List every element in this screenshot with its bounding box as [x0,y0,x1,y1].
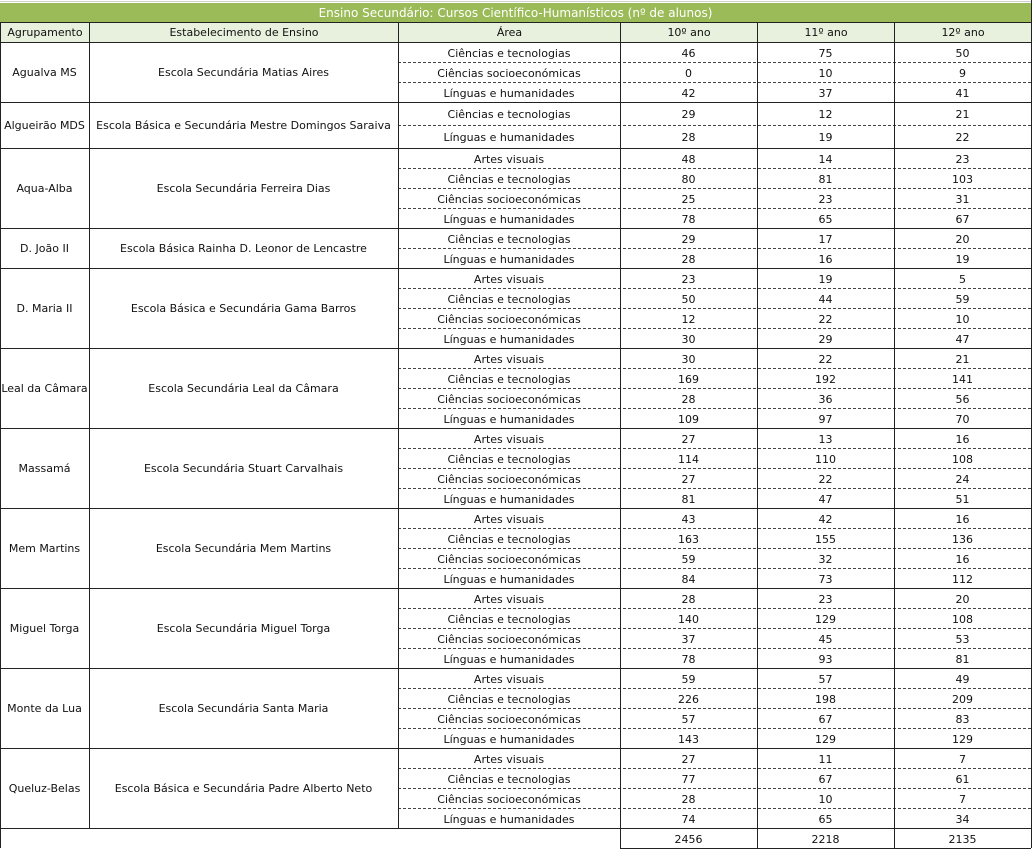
area-cell: Línguas e humanidades [443,732,575,746]
value-cell-12: 83 [955,712,970,726]
value-cell-10: 143 [678,732,699,746]
area-cell: Línguas e humanidades [443,812,575,826]
area-cell: Artes visuais [473,272,545,286]
value-cell-12: 22 [955,131,970,144]
escola-cell: Escola Secundária Stuart Carvalhais [143,461,344,475]
value-cell-10: 23 [681,272,696,286]
value-cell-10: 77 [681,772,696,786]
value-cell-11: 10 [818,66,833,80]
agrupamento-cell: Queluz-Belas [8,781,81,795]
value-cell-12: 16 [955,552,970,566]
value-cell-10: 27 [681,752,696,766]
escola-cell: Escola Secundária Matias Aires [158,65,329,79]
area-cell: Ciências e tecnologias [447,532,571,546]
grid-line [0,42,1031,43]
escola-cell: Escola Secundária Santa Maria [158,701,329,715]
value-cell-12: 31 [955,192,970,206]
value-cell-11: 198 [815,692,836,706]
value-cell-11: 22 [818,352,833,366]
value-cell-10: 28 [681,792,696,806]
value-cell-10: 28 [681,592,696,606]
area-cell: Artes visuais [473,672,545,686]
value-cell-12: 9 [959,66,966,80]
area-cell: Ciências e tecnologias [447,452,571,466]
value-cell-10: 25 [681,192,696,206]
value-cell-12: 20 [955,592,970,606]
area-cell: Línguas e humanidades [443,332,575,346]
area-cell: Ciências socioeconómicas [437,392,581,406]
escola-cell: Escola Básica e Secundária Padre Alberto Neto [114,781,373,795]
value-cell-12: 70 [955,412,970,426]
value-cell-11: 37 [818,86,833,100]
area-cell: Artes visuais [473,152,545,166]
value-cell-12: 16 [955,432,970,446]
escola-cell: Escola Secundária Leal da Câmara [148,381,339,395]
area-cell: Ciências socioeconómicas [437,66,581,80]
escola-cell: Escola Secundária Miguel Torga [156,621,331,635]
value-cell-12: 34 [955,812,970,826]
value-cell-12: 56 [955,392,970,406]
value-cell-12: 51 [955,492,970,506]
value-cell-10: 30 [681,332,696,346]
value-cell-10: 57 [681,712,696,726]
value-cell-11: 67 [818,712,833,726]
value-cell-11: 65 [818,812,833,826]
value-cell-10: 59 [681,552,696,566]
area-cell: Artes visuais [473,432,545,446]
area-cell: Ciências e tecnologias [447,232,571,246]
value-cell-11: 19 [818,131,833,144]
value-cell-10: 84 [681,572,696,586]
value-cell-11: 23 [818,192,833,206]
escola-cell: Escola Básica Rainha D. Leonor de Lencastre [120,241,367,255]
value-cell-11: 75 [818,46,833,60]
value-cell-11: 192 [815,372,836,386]
value-cell-11: 32 [818,552,833,566]
area-cell: Ciências socioeconómicas [437,632,581,646]
value-cell-11: 93 [818,652,833,666]
value-cell-12: 21 [955,108,970,121]
total-cell: 2456 [674,832,703,846]
agrupamento-cell: D. Maria II [16,301,73,315]
value-cell-12: 129 [952,732,973,746]
value-cell-11: 11 [818,752,833,766]
grid-line [894,22,895,828]
value-cell-10: 226 [678,692,699,706]
grid-line [620,828,621,848]
value-cell-12: 23 [955,152,970,166]
area-cell: Artes visuais [473,352,545,366]
value-cell-11: 17 [818,232,833,246]
value-cell-10: 50 [681,292,696,306]
header-estabelecimento: Estabelecimento de Ensino [90,22,398,42]
value-cell-10: 80 [681,172,696,186]
value-cell-10: 29 [681,108,696,121]
value-cell-12: 10 [955,312,970,326]
value-cell-12: 19 [955,252,970,266]
value-cell-12: 61 [955,772,970,786]
value-cell-10: 27 [681,432,696,446]
value-cell-10: 74 [681,812,696,826]
value-cell-10: 12 [681,312,696,326]
header-12-ano: 12º ano [895,22,1031,42]
value-cell-10: 43 [681,512,696,526]
grid-line [89,22,90,828]
value-cell-11: 73 [818,572,833,586]
value-cell-12: 41 [955,86,970,100]
header-area: Área [399,22,620,42]
area-cell: Ciências e tecnologias [447,172,571,186]
value-cell-11: 81 [818,172,833,186]
escola-cell: Escola Secundária Mem Martins [155,541,332,555]
grid-line [398,22,399,828]
escola-cell: Escola Básica e Secundária Mestre Domingos Saraiva [96,118,391,132]
value-cell-12: 112 [952,572,973,586]
area-cell: Línguas e humanidades [443,412,575,426]
value-cell-12: 7 [959,752,966,766]
value-cell-11: 29 [818,332,833,346]
value-cell-11: 12 [818,108,833,121]
value-cell-11: 110 [815,452,836,466]
value-cell-10: 109 [678,412,699,426]
area-cell: Ciências e tecnologias [447,372,571,386]
area-cell: Ciências socioeconómicas [437,472,581,486]
area-cell: Ciências e tecnologias [447,108,571,121]
value-cell-12: 20 [955,232,970,246]
value-cell-10: 28 [681,131,696,144]
area-cell: Línguas e humanidades [443,86,575,100]
value-cell-12: 7 [959,792,966,806]
value-cell-10: 30 [681,352,696,366]
value-cell-12: 108 [952,612,973,626]
area-cell: Ciências e tecnologias [447,46,571,60]
grid-line [0,22,1031,23]
area-cell: Ciências e tecnologias [447,772,571,786]
value-cell-10: 29 [681,232,696,246]
value-cell-12: 136 [952,532,973,546]
grid-line [620,22,621,828]
area-cell: Artes visuais [473,512,545,526]
agrupamento-cell: Leal da Câmara [1,381,88,395]
value-cell-10: 27 [681,472,696,486]
value-cell-12: 49 [955,672,970,686]
total-cell: 2218 [811,832,840,846]
value-cell-10: 46 [681,46,696,60]
area-cell: Artes visuais [473,752,545,766]
value-cell-12: 47 [955,332,970,346]
value-cell-11: 65 [818,212,833,226]
area-cell: Línguas e humanidades [443,131,575,144]
value-cell-12: 209 [952,692,973,706]
value-cell-12: 67 [955,212,970,226]
value-cell-10: 59 [681,672,696,686]
escola-cell: Escola Secundária Ferreira Dias [156,181,331,195]
value-cell-12: 103 [952,172,973,186]
value-cell-10: 163 [678,532,699,546]
value-cell-11: 44 [818,292,833,306]
value-cell-12: 81 [955,652,970,666]
value-cell-10: 28 [681,392,696,406]
value-cell-11: 16 [818,252,833,266]
agrupamento-cell: Algueirão MDS [4,118,85,132]
total-cell: 2135 [948,832,977,846]
area-cell: Ciências e tecnologias [447,612,571,626]
value-cell-11: 19 [818,272,833,286]
value-cell-11: 42 [818,512,833,526]
agrupamento-cell: Mem Martins [8,541,81,555]
area-cell: Ciências e tecnologias [447,292,571,306]
area-cell: Ciências socioeconómicas [437,712,581,726]
grid-line [894,828,895,848]
agrupamento-cell: Aqua-Alba [16,181,73,195]
area-cell: Ciências socioeconómicas [437,552,581,566]
value-cell-11: 57 [818,672,833,686]
value-cell-10: 42 [681,86,696,100]
value-cell-12: 16 [955,512,970,526]
agrupamento-cell: Miguel Torga [9,621,80,635]
value-cell-11: 22 [818,312,833,326]
value-cell-12: 53 [955,632,970,646]
value-cell-11: 10 [818,792,833,806]
value-cell-10: 140 [678,612,699,626]
value-cell-11: 22 [818,472,833,486]
value-cell-10: 0 [685,66,692,80]
value-cell-10: 48 [681,152,696,166]
agrupamento-cell: D. João II [20,241,69,255]
value-cell-11: 129 [815,732,836,746]
agrupamento-cell: Massamá [18,461,71,475]
value-cell-10: 78 [681,212,696,226]
header-11-ano: 11º ano [758,22,894,42]
value-cell-12: 5 [959,272,966,286]
value-cell-10: 28 [681,252,696,266]
value-cell-12: 21 [955,352,970,366]
grid-line [620,848,1031,849]
area-cell: Ciências socioeconómicas [437,792,581,806]
grid-line [0,22,1,828]
grid-line [0,828,1,848]
value-cell-12: 59 [955,292,970,306]
area-cell: Línguas e humanidades [443,492,575,506]
value-cell-11: 129 [815,612,836,626]
grid-line [0,1,1031,2]
table-title: Ensino Secundário: Cursos Científico-Humanísticos (nº de alunos) [0,3,1031,22]
area-cell: Línguas e humanidades [443,572,575,586]
header-agrupamento: Agrupamento [1,22,89,42]
grid-line [757,828,758,848]
value-cell-10: 114 [678,452,699,466]
area-cell: Ciências socioeconómicas [437,192,581,206]
value-cell-11: 47 [818,492,833,506]
area-cell: Línguas e humanidades [443,212,575,226]
value-cell-12: 50 [955,46,970,60]
value-cell-11: 67 [818,772,833,786]
value-cell-11: 45 [818,632,833,646]
agrupamento-cell: Agualva MS [12,65,77,79]
value-cell-10: 81 [681,492,696,506]
area-cell: Línguas e humanidades [443,652,575,666]
value-cell-11: 14 [818,152,833,166]
value-cell-11: 155 [815,532,836,546]
value-cell-11: 13 [818,432,833,446]
area-cell: Ciências e tecnologias [447,692,571,706]
escola-cell: Escola Básica e Secundária Gama Barros [130,301,357,315]
grid-line [757,22,758,828]
header-10-ano: 10º ano [621,22,757,42]
value-cell-11: 36 [818,392,833,406]
value-cell-12: 24 [955,472,970,486]
value-cell-10: 37 [681,632,696,646]
value-cell-12: 108 [952,452,973,466]
value-cell-11: 97 [818,412,833,426]
value-cell-11: 23 [818,592,833,606]
value-cell-10: 78 [681,652,696,666]
area-cell: Ciências socioeconómicas [437,312,581,326]
area-cell: Artes visuais [473,592,545,606]
value-cell-10: 169 [678,372,699,386]
value-cell-12: 141 [952,372,973,386]
area-cell: Línguas e humanidades [443,252,575,266]
agrupamento-cell: Monte da Lua [7,701,82,715]
